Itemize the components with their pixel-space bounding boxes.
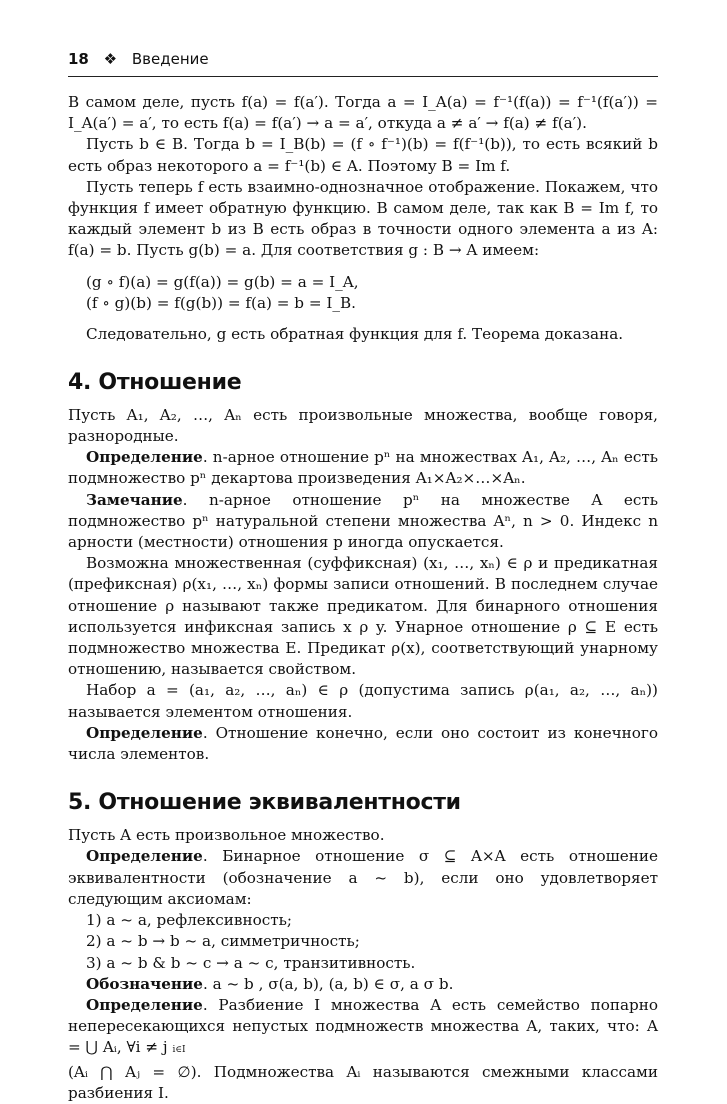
page-number: 18 — [68, 50, 89, 68]
remark: Замечание. n-арное отношение pⁿ на множестве A есть подмножество pⁿ натуральной степени множества Aⁿ, n > 0. Индекс n арности (местности) отношения p иногда опускается. — [68, 490, 659, 552]
paragraph: В самом деле, пусть f(a) = f(a′). Тогда a = I_A(a) = f⁻¹(f(a)) = f⁻¹(f(a′)) = I_A(a′) = a′, то есть f(a) = f(a′) → a = a′, откуда a ≠ a′ → f(a) ≠ f(a′). — [68, 93, 658, 133]
formula-line: (f ∘ g)(b) = f(g(b)) = f(a) = b = I_B. — [86, 293, 356, 312]
definition-label: Определение — [86, 448, 203, 467]
remark-label: Замечание — [86, 490, 183, 509]
axiom-item: 2) a ~ b → b ~ a, симметричность; — [86, 932, 360, 951]
remark-text: n-арное отношение pⁿ на множестве A есть подмножество pⁿ натуральной степени множества Aⁿ, n > 0. Индекс n арности (местности) отношения p иногда опускается. — [68, 490, 659, 552]
paragraph: (Aᵢ ⋂ Aⱼ = ∅). Подмножества Aᵢ называются смежными классами разбиения I. — [68, 1062, 658, 1102]
section-title: Введение — [131, 50, 209, 68]
union-subscript: i∈I — [172, 1045, 186, 1056]
definition-text: n-арное отношение pⁿ на множествах A₁, A₂, …, Aₙ есть подмножество pⁿ декартова произведения A₁×A₂×…×Aₙ. — [68, 448, 659, 488]
paragraph: Набор a = (a₁, a₂, …, aₙ) ∈ ρ (допустима запись ρ(a₁, a₂, …, aₙ)) называется элементом отношения. — [68, 681, 658, 721]
axiom-item: 1) a ~ a, рефлексивность; — [86, 911, 293, 930]
definition-text: Разбиение I множества A есть семейство попарно непересекающихся непустых подмножеств множества A, таких, что: A = ⋃ Aᵢ, ∀i ≠ j — [68, 995, 659, 1057]
paragraph: Возможна множественная (суффиксная) (x₁, …, xₙ) ∈ ρ и предикатная (префиксная) ρ(x₁, …, xₙ) формы записи отношений. В последнем случае отношение ρ называют также предикатом. Для бинарного отношения используется инфиксная запись x ρ y. Унарное отношение ρ ⊆ E есть подмножество множества E. Предикат ρ(x), соответствующий унарному отношению, называется свойством. — [68, 554, 658, 679]
definition-text: Отношение конечно, если оно состоит из конечного числа элементов. — [68, 723, 658, 764]
paragraph: Пусть A есть произвольное множество. — [68, 826, 385, 845]
definition: Определение. Бинарное отношение σ ⊆ A×A есть отношение эквивалентности (обозначение a ~ b), если оно удовлетворяет следующим аксиомам: — [68, 847, 658, 908]
definition-text: Бинарное отношение σ ⊆ A×A есть отношение эквивалентности (обозначение a ~ b), если оно удовлетворяет следующим аксиомам: — [68, 847, 658, 908]
paragraph: Пусть теперь f есть взаимно-однозначное отображение. Покажем, что функция f имеет обратную функцию. В самом деле, так как B = Im f, то каждый элемент b из B есть образ в точности одного элемента a из A: f(a) = b. Пусть g(b) = a. Для соответствия g : B → A имеем: — [68, 177, 658, 260]
paragraph: Пусть b ∈ B. Тогда b = I_B(b) = (f ∘ f⁻¹)(b) = f(f⁻¹(b)), то есть всякий b есть образ некоторого a = f⁻¹(b) ∈ A. Поэтому B = Im f. — [68, 135, 658, 175]
definition: Определение. Отношение конечно, если оно состоит из конечного числа элементов. — [68, 723, 658, 764]
section-heading: 4. Отношение — [68, 369, 242, 395]
page-body — [68, 92, 658, 1104]
definition-label: Определение — [86, 995, 203, 1014]
ornament-icon: ❖ — [103, 50, 118, 68]
notation-label: Обозначение — [86, 974, 203, 993]
paragraph: Пусть A₁, A₂, …, Aₙ есть произвольные множества, вообще говоря, разнородные. — [68, 405, 658, 446]
formula-line: (g ∘ f)(a) = g(f(a)) = g(b) = a = I_A, — [86, 272, 359, 291]
section-heading: 5. Отношение эквивалентности — [68, 790, 461, 816]
definition-label: Определение — [86, 847, 203, 866]
notation: Обозначение. a ~ b , σ(a, b), (a, b) ∈ σ, a σ b. — [86, 974, 454, 993]
running-head — [68, 50, 658, 77]
axiom-item: 3) a ~ b & b ~ c → a ~ c, транзитивность. — [86, 953, 416, 972]
definition: Определение. Разбиение I множества A есть семейство попарно непересекающихся непустых подмножеств множества A, таких, что: A = ⋃ Aᵢ, ∀i ≠ j i∈I — [68, 995, 659, 1057]
definition: Определение. n-арное отношение pⁿ на множествах A₁, A₂, …, Aₙ есть подмножество pⁿ декартова произведения A₁×A₂×…×Aₙ. — [68, 448, 659, 488]
definition-label: Определение — [86, 723, 203, 742]
formula-block — [86, 272, 658, 314]
notation-text: a ~ b , σ(a, b), (a, b) ∈ σ, a σ b. — [212, 974, 454, 993]
paragraph: Следовательно, g есть обратная функция для f. Теорема доказана. — [86, 324, 624, 343]
